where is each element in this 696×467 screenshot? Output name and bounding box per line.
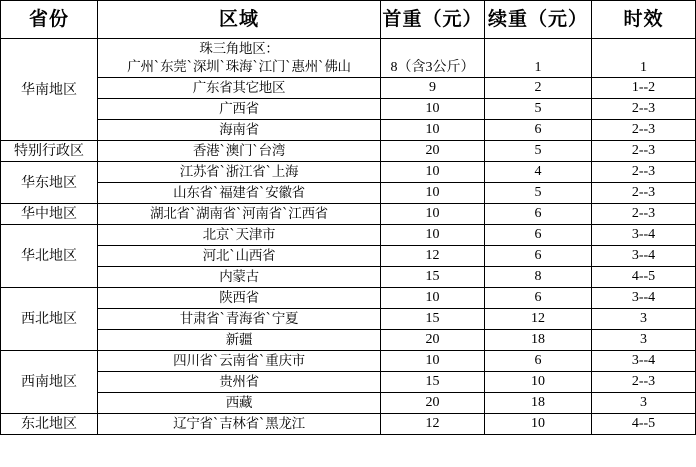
first-weight-cell: 20 xyxy=(381,393,485,414)
extra-weight-cell: 8 xyxy=(485,267,592,288)
region-cell xyxy=(98,39,381,78)
table-row xyxy=(1,162,696,183)
table-row xyxy=(1,78,696,99)
region-line: 珠三角地区： xyxy=(199,41,279,57)
region-cell xyxy=(98,267,381,288)
extra-weight-cell: 10 xyxy=(485,372,592,393)
first-weight-cell: 12 xyxy=(381,414,485,435)
region-line: 四川省`云南省`重庆市 xyxy=(173,353,305,369)
table-row xyxy=(1,204,696,225)
delivery-time-cell: 3--4 xyxy=(592,288,696,309)
table-row xyxy=(1,141,696,162)
province-cell: 华北地区 xyxy=(1,225,98,288)
table-row xyxy=(1,414,696,435)
header-first-weight: 首重（元） xyxy=(381,1,485,39)
delivery-time-cell: 3 xyxy=(592,393,696,414)
first-weight-cell: 10 xyxy=(381,351,485,372)
delivery-time-cell: 4--5 xyxy=(592,267,696,288)
region-line: 甘肃省`青海省`宁夏 xyxy=(179,311,299,327)
region-cell xyxy=(98,330,381,351)
first-weight-cell: 15 xyxy=(381,372,485,393)
region-line: 西藏 xyxy=(225,395,253,411)
delivery-time-cell: 3--4 xyxy=(592,225,696,246)
region-line: 湖北省`湖南省`河南省`江西省 xyxy=(150,206,328,222)
region-line: 陕西省 xyxy=(219,290,259,306)
region-line: 新疆 xyxy=(225,332,253,348)
delivery-time-cell: 2--3 xyxy=(592,99,696,120)
first-weight-cell: 10 xyxy=(381,183,485,204)
delivery-time-cell: 2--3 xyxy=(592,204,696,225)
delivery-time-cell: 3 xyxy=(592,330,696,351)
region-line: 海南省 xyxy=(219,122,259,138)
table-row xyxy=(1,99,696,120)
table-row xyxy=(1,330,696,351)
region-line: 河北`山西省 xyxy=(202,248,276,264)
first-weight-cell: 20 xyxy=(381,330,485,351)
table-row xyxy=(1,351,696,372)
region-line: 北京`天津市 xyxy=(202,227,276,243)
first-weight-cell: 10 xyxy=(381,162,485,183)
header-region: 区域 xyxy=(98,1,381,39)
region-line: 江苏省`浙江省`上海 xyxy=(179,164,299,180)
region-cell xyxy=(98,351,381,372)
province-cell: 西北地区 xyxy=(1,288,98,351)
province-cell: 西南地区 xyxy=(1,351,98,414)
extra-weight-cell: 18 xyxy=(485,330,592,351)
first-weight-cell: 10 xyxy=(381,120,485,141)
table-row xyxy=(1,120,696,141)
extra-weight-cell: 6 xyxy=(485,288,592,309)
extra-weight-cell: 4 xyxy=(485,162,592,183)
extra-weight-cell: 6 xyxy=(485,246,592,267)
first-weight-cell: 15 xyxy=(381,267,485,288)
delivery-time-cell: 3--4 xyxy=(592,351,696,372)
delivery-time-cell: 2--3 xyxy=(592,141,696,162)
header-row xyxy=(1,1,696,39)
first-weight-cell: 9 xyxy=(381,78,485,99)
region-cell xyxy=(98,120,381,141)
region-line: 广东省其它地区 xyxy=(192,80,286,96)
extra-weight-cell: 2 xyxy=(485,78,592,99)
table-body xyxy=(1,39,696,435)
first-weight-cell: 20 xyxy=(381,141,485,162)
table-row xyxy=(1,267,696,288)
region-line: 内蒙古 xyxy=(219,269,259,285)
delivery-time-cell: 1--2 xyxy=(592,78,696,99)
region-cell xyxy=(98,204,381,225)
region-cell xyxy=(98,372,381,393)
region-line: 广西省 xyxy=(219,101,259,117)
region-line: 贵州省 xyxy=(219,374,259,390)
extra-weight-cell: 6 xyxy=(485,225,592,246)
region-line: 广州`东莞`深圳`珠海`江门`惠州`佛山 xyxy=(127,59,351,75)
first-weight-cell: 8（含3公斤） xyxy=(381,39,485,78)
delivery-time-cell: 3 xyxy=(592,309,696,330)
delivery-time-cell: 2--3 xyxy=(592,162,696,183)
region-cell xyxy=(98,78,381,99)
first-weight-cell: 12 xyxy=(381,246,485,267)
extra-weight-cell: 6 xyxy=(485,351,592,372)
region-cell xyxy=(98,183,381,204)
first-weight-cell: 10 xyxy=(381,99,485,120)
region-cell xyxy=(98,141,381,162)
table-row xyxy=(1,309,696,330)
region-cell xyxy=(98,246,381,267)
table-row xyxy=(1,288,696,309)
table-row xyxy=(1,183,696,204)
extra-weight-cell: 18 xyxy=(485,393,592,414)
delivery-time-cell: 2--3 xyxy=(592,120,696,141)
table-row xyxy=(1,39,696,78)
extra-weight-cell: 5 xyxy=(485,183,592,204)
extra-weight-cell: 6 xyxy=(485,204,592,225)
table-row xyxy=(1,246,696,267)
first-weight-cell: 10 xyxy=(381,288,485,309)
header-delivery-time: 时效 xyxy=(592,1,696,39)
province-cell: 华东地区 xyxy=(1,162,98,204)
region-cell xyxy=(98,414,381,435)
extra-weight-cell: 1 xyxy=(485,39,592,78)
delivery-time-cell: 4--5 xyxy=(592,414,696,435)
region-cell xyxy=(98,288,381,309)
extra-weight-cell: 10 xyxy=(485,414,592,435)
region-cell xyxy=(98,309,381,330)
extra-weight-cell: 12 xyxy=(485,309,592,330)
extra-weight-cell: 6 xyxy=(485,120,592,141)
first-weight-cell: 15 xyxy=(381,309,485,330)
header-extra-weight: 续重（元） xyxy=(485,1,592,39)
delivery-time-cell: 1 xyxy=(592,39,696,78)
delivery-time-cell: 2--3 xyxy=(592,372,696,393)
region-cell xyxy=(98,225,381,246)
region-cell xyxy=(98,99,381,120)
delivery-time-cell: 3--4 xyxy=(592,246,696,267)
region-cell xyxy=(98,162,381,183)
extra-weight-cell: 5 xyxy=(485,141,592,162)
region-line: 山东省`福建省`安徽省 xyxy=(173,185,305,201)
first-weight-cell: 10 xyxy=(381,225,485,246)
province-cell: 华南地区 xyxy=(1,39,98,141)
region-line: 辽宁省`吉林省`黑龙江 xyxy=(173,416,305,432)
province-cell: 特别行政区 xyxy=(1,141,98,162)
province-cell: 东北地区 xyxy=(1,414,98,435)
province-cell: 华中地区 xyxy=(1,204,98,225)
table-row xyxy=(1,372,696,393)
delivery-time-cell: 2--3 xyxy=(592,183,696,204)
first-weight-cell: 10 xyxy=(381,204,485,225)
header-province: 省份 xyxy=(1,1,98,39)
region-cell xyxy=(98,393,381,414)
table-row xyxy=(1,393,696,414)
table-row xyxy=(1,225,696,246)
region-line: 香港`澳门`台湾 xyxy=(192,143,286,159)
extra-weight-cell: 5 xyxy=(485,99,592,120)
